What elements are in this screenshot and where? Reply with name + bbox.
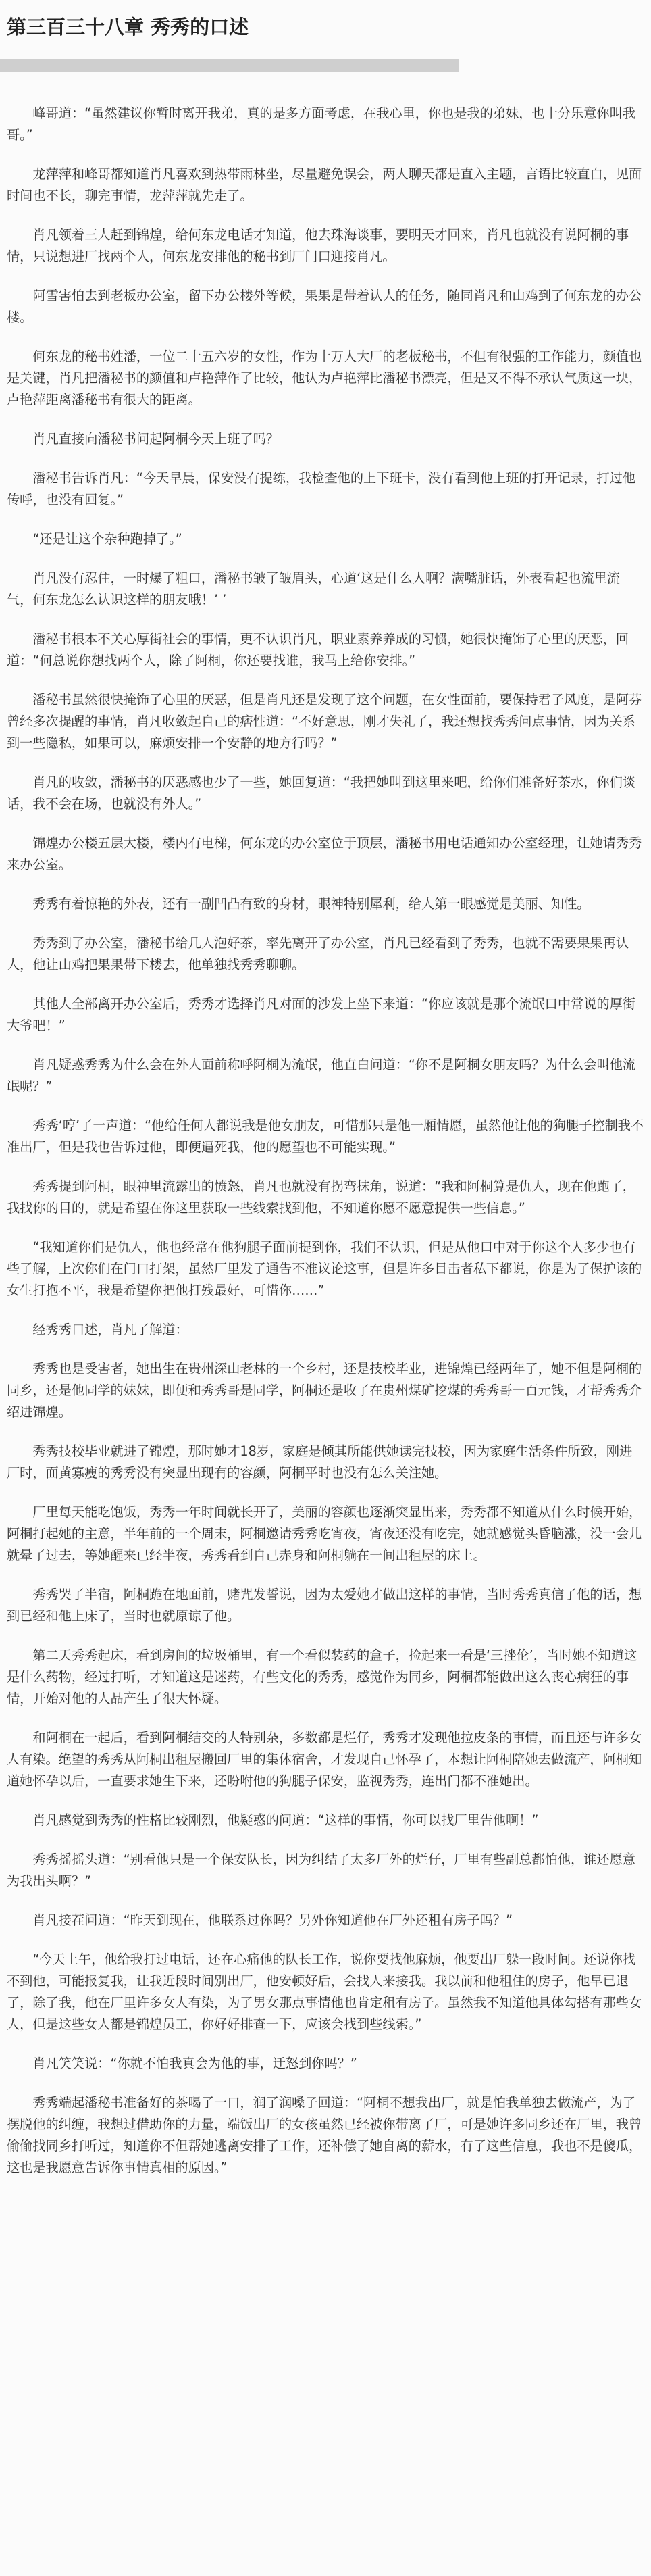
chapter-paragraph: “我知道你们是仇人，他也经常在他狗腿子面前提到你，我们不认识，但是从他口中对于你这个人多少也有些了解，上次你们在门口打架，虽然厂里发了通告不准议论这事，但是许多目击者私下都说，你是为了保护该的女生打抱不平，我是希望你把他打残最好，可惜你……” — [7, 1239, 642, 1298]
chapter-paragraph: 何东龙的秘书姓潘，一位二十五六岁的女性，作为十万人大厂的老板秘书，不但有很强的工作能力，颜值也是关键，肖凡把潘秘书的颜值和卢艳萍作了比较，他认为卢艳萍比潘秘书漂亮，但是又不得不承认气质这一块，卢艳萍距离潘秘书有很大的距离。 — [7, 349, 642, 407]
chapter-paragraph: “今天上午，他给我打过电话，还在心痛他的队长工作，说你要找他麻烦，他要出厂躲一段时间。还说你找不到他，可能报复我，让我近段时间别出厂，他安顿好后，会找人来接我。我以前和他租住的房子，他早已退了，除了我，他在厂里许多女人有染，为了男女那点事情他也肯定租有房子。虽然我不知道他具体勾搭有那些女人，但是这些女人都是锦煌员工，你好好排查一下，应该会找到些线索。” — [7, 1952, 642, 2032]
chapter-paragraph: 潘秘书根本不关心厚街社会的事情，更不认识肖凡，职业素养养成的习惯，她很快掩饰了心里的厌恶，回道：“何总说你想找两个人，除了阿桐，你还要找谁，我马上给你安排。” — [7, 631, 629, 668]
chapter-paragraph: 阿雪害怕去到老板办公室，留下办公楼外等候，果果是带着认人的任务，随同肖凡和山鸡到了何东龙的办公楼。 — [7, 288, 642, 325]
chapter-paragraph: 肖凡接茬问道：“昨天到现在，他联系过你吗？另外你知道他在厂外还租有房子吗？” — [32, 1912, 513, 1928]
chapter-paragraph: “还是让这个杂种跑掉了。” — [32, 531, 182, 547]
chapter-body — [7, 103, 644, 2196]
chapter-paragraph: 秀秀提到阿桐，眼神里流露出的愤怒，肖凡也就没有拐弯抹角，说道：“我和阿桐算是仇人，现在他跑了，我找你的目的，就是希望在你这里获取一些线索找到他，不知道你愿不愿意提供一些信息。” — [7, 1179, 635, 1216]
chapter-title: 第三百三十八章 秀秀的口述 — [7, 16, 249, 39]
chapter-paragraph: 峰哥道：“虽然建议你暂时离开我弟，真的是多方面考虑，在我心里，你也是我的弟妹，也十分乐意你叫我哥。” — [7, 105, 635, 143]
chapter-paragraph: 经秀秀口述，肖凡了解道： — [32, 1322, 188, 1337]
chapter-paragraph: 肖凡领着三人赶到锦煌，给何东龙电话才知道，他去珠海谈事，要明天才回来，肖凡也就没有说阿桐的事情，只说想进厂找两个人，何东龙安排他的秘书到厂门口迎接肖凡。 — [7, 227, 629, 264]
chapter-paragraph: 锦煌办公楼五层大楼，楼内有电梯，何东龙的办公室位于顶层，潘秘书用电话通知办公室经理，让她请秀秀来办公室。 — [7, 835, 642, 872]
chapter-paragraph: 秀秀哭了半宿，阿桐跪在地面前，赌咒发誓说，因为太爱她才做出这样的事情，当时秀秀真信了他的话，想到已经和他上床了，当时也就原谅了他。 — [7, 1587, 642, 1624]
chapter-paragraph: 肖凡笑笑说：“你就不怕我真会为他的事，迁怒到你吗？” — [32, 2056, 357, 2071]
chapter-paragraph: 肖凡的收敛，潘秘书的厌恶感也少了一些，她回复道：“我把她叫到这里来吧，给你们准备好茶水，你们谈话，我不会在场，也就没有外人。” — [7, 774, 635, 812]
chapter-paragraph: 其他人全部离开办公室后，秀秀才选择肖凡对面的沙发上坐下来道：“你应该就是那个流氓口中常说的厚街大爷吧！” — [7, 996, 635, 1033]
chapter-paragraph: 秀秀也是受害者，她出生在贵州深山老林的一个乡村，还是技校毕业，进锦煌已经两年了，她不但是阿桐的同乡，还是他同学的妹妹，即便和秀秀哥是同学，阿桐还是收了在贵州煤矿挖煤的秀秀哥一百元钱，才帮秀秀介绍进锦煌。 — [7, 1361, 642, 1420]
chapter-paragraph: 厂里每天能吃饱饭，秀秀一年时间就长开了，美丽的容颜也逐渐突显出来，秀秀都不知道从什么时候开始，阿桐打起她的主意，半年前的一个周末，阿桐邀请秀秀吃宵夜，宵夜还没有吃完，她就感觉头昏脑涨，没一会儿就晕了过去，等她醒来已经半夜，秀秀看到自己赤身和阿桐躺在一间出租屋的床上。 — [7, 1504, 642, 1563]
chapter-paragraph: 潘秘书虽然很快掩饰了心里的厌恶，但是肖凡还是发现了这个问题，在女性面前，要保持君子风度，是阿芬曾经多次提醒的事情，肖凡收敛起自己的痞性道：“不好意思，刚才失礼了，我还想找秀秀问点事情，因为关系到一些隐私，如果可以，麻烦安排一个安静的地方行吗？” — [7, 692, 642, 751]
chapter-paragraph: 潘秘书告诉肖凡：“今天早晨，保安没有提练，我检查他的上下班卡，没有看到他上班的打开记录，打过他传呼，也没有回复。” — [7, 470, 635, 507]
chapter-paragraph: 秀秀到了办公室，潘秘书给几人泡好茶，率先离开了办公室，肖凡已经看到了秀秀，也就不需要果果再认人，他让山鸡把果果带下楼去，他单独找秀秀聊聊。 — [7, 935, 629, 972]
chapter-paragraph: 秀秀技校毕业就进了锦煌，那时她才18岁，家庭是倾其所能供她读完技校，因为家庭生活条件所致，刚进厂时，面黄寡瘦的秀秀没有突显出现有的容颜，阿桐平时也没有怎么关注她。 — [7, 1443, 633, 1481]
chapter-paragraph: 肖凡没有忍住，一时爆了粗口，潘秘书皱了皱眉头，心道‘这是什么人啊？满嘴脏话，外表看起也流里流气，何东龙怎么认识这样的朋友哦！’ ’ — [7, 570, 620, 608]
chapter-paragraph: 肖凡疑惑秀秀为什么会在外人面前称呼阿桐为流氓，他直白问道：“你不是阿桐女朋友吗？为什么会叫他流氓呢？” — [7, 1057, 635, 1094]
chapter-paragraph: 和阿桐在一起后，看到阿桐结交的人特别杂，多数都是烂仔，秀秀才发现他拉皮条的事情，而且还与许多女人有染。绝望的秀秀从阿桐出租屋搬回厂里的集体宿舍，才发现自己怀孕了，本想让阿桐陪她去做流产，阿桐知道她怀孕以后，一直要求她生下来，还吩咐他的狗腿子保安，监视秀秀，连出门都不准她出。 — [7, 1730, 642, 1789]
chapter-paragraph: 秀秀有着惊艳的外表，还有一副凹凸有致的身材，眼神特别犀利，给人第一眼感觉是美丽、知性。 — [32, 896, 590, 912]
chapter-paragraph: 秀秀摇摇头道：“别看他只是一个保安队长，因为纠结了太多厂外的烂仔，厂里有些副总都怕他，谁还愿意为我出头啊？” — [7, 1852, 635, 1889]
chapter-paragraph: 肖凡直接向潘秘书问起阿桐今天上班了吗？ — [32, 431, 279, 447]
chapter-paragraph: 秀秀‘哼’了一声道：“他给任何人都说我是他女朋友，可惜那只是他一厢情愿，虽然他让他的狗腿子控制我不准出厂，但是我也告诉过他，即便逼死我，他的愿望也不可能实现。” — [7, 1118, 644, 1155]
title-underline-bar — [0, 59, 459, 72]
chapter-paragraph: 第二天秀秀起床，看到房间的垃圾桶里，有一个看似装药的盒子，捡起来一看是‘三挫伦’，当时她不知道这是什么药物，经过打听，才知道这是迷药，有些文化的秀秀，感觉作为同乡，阿桐都能做出这么丧心病狂的事情，开始对他的人品产生了很大怀疑。 — [7, 1648, 637, 1706]
chapter-paragraph: 肖凡感觉到秀秀的性格比较刚烈，他疑惑的问道：“这样的事情，你可以找厂里告他啊！” — [32, 1812, 539, 1828]
chapter-paragraph: 龙萍萍和峰哥都知道肖凡喜欢到热带雨林坐，尽量避免误会，两人聊天都是直入主题，言语比较直白，见面时间也不长，聊完事情，龙萍萍就先走了。 — [7, 166, 642, 203]
chapter-paragraph: 秀秀端起潘秘书准备好的茶喝了一口，润了润嗓子回道：“阿桐不想我出厂，就是怕我单独去做流产，为了摆脱他的纠缠，我想过借助你的力量，端饭出厂的女孩虽然已经被你带离了厂，可是她许多同乡还在厂里，我曾偷偷找同乡打听过，知道你不但帮她逃离安排了工作，还补偿了她自离的薪水，有了这些信息，我也不是傻瓜，这也是我愿意告诉你事情真相的原因。” — [7, 2095, 642, 2175]
